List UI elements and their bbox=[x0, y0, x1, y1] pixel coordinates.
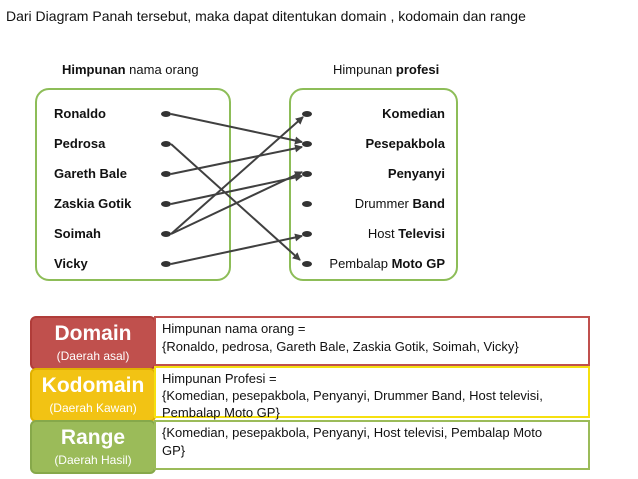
right-item-host-televisi-pre: Host bbox=[367, 226, 399, 241]
dot-left-soimah bbox=[161, 231, 171, 237]
dot-right-pesepakbola bbox=[302, 141, 312, 147]
left-set-label-bold: Himpunan bbox=[62, 62, 126, 77]
left-item-soimah: Soimah bbox=[54, 226, 101, 241]
dot-right-komedian bbox=[302, 111, 312, 117]
dot-left-gareth-bale bbox=[161, 171, 171, 177]
domain-definition: Himpunan nama orang = {Ronaldo, pedrosa, Gareth Bale, Zaskia Gotik, Soimah, Vicky} bbox=[154, 316, 590, 366]
dot-right-pembalap-moto-gp bbox=[302, 261, 312, 267]
right-item-komedian-bold: Komedian bbox=[382, 106, 445, 121]
dot-left-pedrosa bbox=[161, 141, 171, 147]
left-item-pedrosa: Pedrosa bbox=[54, 136, 106, 151]
page-heading: Dari Diagram Panah tersebut, maka dapat ditentukan domain , kodomain dan range bbox=[6, 8, 526, 24]
kodomain-title: Kodomain bbox=[41, 374, 145, 397]
right-item-pembalap-moto-gp-pre: Pembalap bbox=[329, 256, 392, 271]
arrow-vicky-host bbox=[171, 236, 302, 264]
right-set-label-rest: Himpunan bbox=[333, 62, 396, 77]
range-definition: {Komedian, pesepakbola, Penyanyi, Host televisi, Pembalap Moto GP} bbox=[154, 420, 590, 470]
arrow-ronaldo-pesepakbola bbox=[171, 114, 302, 142]
right-set-label-bold: profesi bbox=[395, 62, 440, 77]
right-item-penyanyi-bold: Penyanyi bbox=[387, 166, 445, 181]
kodomain-subtitle: (Daerah Kawan) bbox=[49, 401, 137, 415]
domain-term bbox=[30, 316, 156, 370]
range-term bbox=[30, 420, 156, 474]
left-item-ronaldo: Ronaldo bbox=[54, 106, 106, 121]
kodomain-term bbox=[30, 368, 156, 422]
right-item-drummer-band-bold: Band bbox=[412, 196, 445, 211]
domain-subtitle: (Daerah asal) bbox=[56, 349, 130, 363]
dot-left-ronaldo bbox=[161, 111, 171, 117]
right-item-pesepakbola-bold: Pesepakbola bbox=[365, 136, 445, 151]
right-item-drummer-band-pre: Drummer bbox=[354, 196, 413, 211]
range-title: Range bbox=[60, 426, 126, 449]
dot-left-vicky bbox=[161, 261, 171, 267]
kodomain-definition: Himpunan Profesi = {Komedian, pesepakbola, Penyanyi, Drummer Band, Host televisi, Pembalap Moto GP} bbox=[154, 366, 590, 418]
right-item-host-televisi-bold: Televisi bbox=[398, 226, 445, 241]
left-set-label-rest: nama orang bbox=[125, 62, 199, 77]
dot-right-penyanyi bbox=[302, 171, 312, 177]
left-item-zaskia-gotik: Zaskia Gotik bbox=[54, 196, 132, 211]
range-subtitle: (Daerah Hasil) bbox=[54, 453, 132, 467]
left-item-gareth-bale: Gareth Bale bbox=[54, 166, 127, 181]
arrow-soimah-penyanyi bbox=[171, 172, 302, 234]
arrow-soimah-komedian bbox=[171, 117, 303, 234]
left-item-vicky: Vicky bbox=[54, 256, 88, 271]
dot-right-drummer-band bbox=[302, 201, 312, 207]
dot-right-host-televisi bbox=[302, 231, 312, 237]
domain-title: Domain bbox=[54, 322, 132, 345]
right-item-pembalap-moto-gp-bold: Moto GP bbox=[391, 256, 445, 271]
dot-left-zaskia-gotik bbox=[161, 201, 171, 207]
